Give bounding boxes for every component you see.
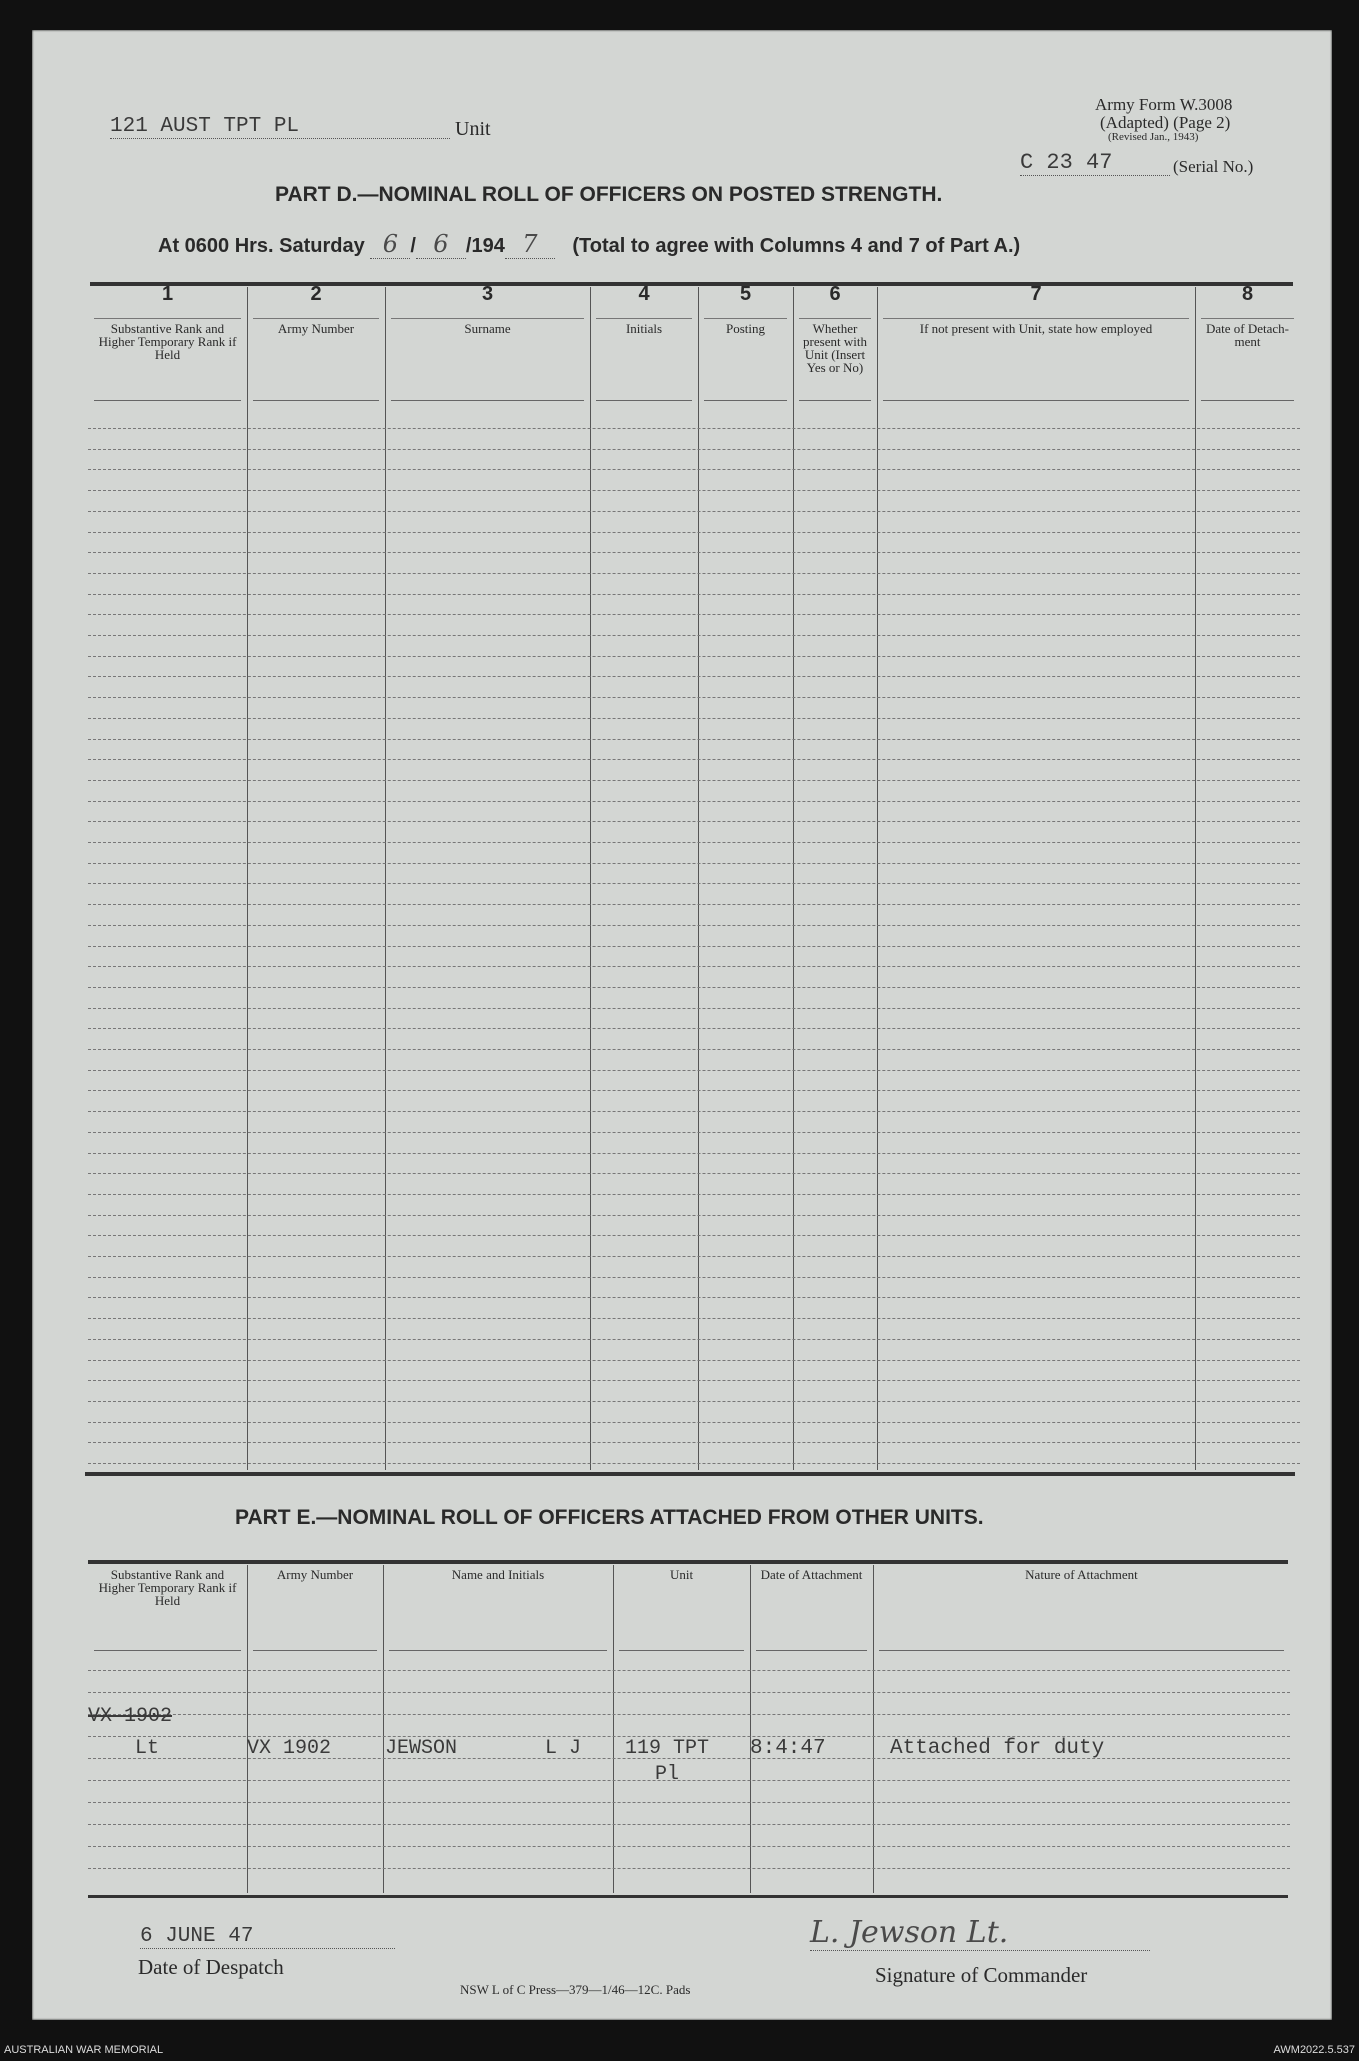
ruled-line xyxy=(88,428,1300,429)
entry-rank-struck: VX 1902 xyxy=(88,1705,173,1728)
ruled-line xyxy=(88,1846,1290,1847)
year-prefix: 194 xyxy=(471,235,505,257)
header-underline xyxy=(1201,400,1294,401)
despatch-value: 6 JUNE 47 xyxy=(140,1925,395,1949)
ruled-line xyxy=(88,1802,1290,1803)
column-header: Name and Initials xyxy=(451,1567,545,1582)
ruled-line xyxy=(88,966,1300,967)
column-header: Surname xyxy=(464,321,511,336)
ruled-line xyxy=(88,1318,1300,1319)
as-at-line: At 0600 Hrs. Saturday 6 / 6 /194 7 (Total to agree with Columns 4 and 7 of Part A.) xyxy=(158,230,1021,258)
total-note: (Total to agree with Columns 4 and 7 of Part A.) xyxy=(572,235,1021,257)
unit-value: 121 AUST TPT PL xyxy=(110,115,450,139)
ruled-line xyxy=(88,573,1300,574)
ruled-line xyxy=(88,449,1300,450)
header-underline xyxy=(756,1650,867,1651)
entry-date: 8:4:47 xyxy=(750,1737,826,1760)
ruled-line xyxy=(88,1070,1300,1071)
header-underline xyxy=(619,1650,744,1651)
column-number: 4 xyxy=(638,283,650,305)
header-underline xyxy=(94,400,241,401)
form-adapted: (Adapted) (Page 2) xyxy=(1100,113,1231,132)
archive-left: AUSTRALIAN WAR MEMORIAL xyxy=(4,2044,164,2056)
header-underline xyxy=(883,400,1189,401)
header-underline xyxy=(704,400,787,401)
ruled-line xyxy=(88,594,1300,595)
part-d-title: PART D.—NOMINAL ROLL OF OFFICERS ON POSTED STRENGTH. xyxy=(275,183,943,206)
ruled-line xyxy=(88,718,1300,719)
ruled-line xyxy=(88,676,1300,677)
ruled-line xyxy=(88,1339,1300,1340)
header-underline xyxy=(391,400,584,401)
ruled-line xyxy=(88,987,1300,988)
ruled-line xyxy=(88,1028,1300,1029)
ruled-line xyxy=(88,925,1300,926)
ruled-line xyxy=(88,1401,1300,1402)
column-header: Posting xyxy=(725,321,765,336)
column-header: Date of Attachment xyxy=(760,1567,863,1582)
column-number: 3 xyxy=(481,283,494,305)
number-underline xyxy=(253,318,379,319)
ruled-line xyxy=(88,821,1300,822)
column-header: Army Number xyxy=(276,1567,354,1582)
ruled-line xyxy=(88,1692,1290,1693)
ruled-line xyxy=(88,1442,1300,1443)
number-underline xyxy=(596,318,692,319)
ruled-line xyxy=(88,1463,1300,1464)
header-underline xyxy=(253,1650,377,1651)
header-underline xyxy=(799,400,871,401)
ruled-line xyxy=(88,1714,1290,1715)
form-title: Army Form W.3008 xyxy=(1095,95,1233,114)
column-divider xyxy=(698,287,699,1470)
ruled-line xyxy=(88,1132,1300,1133)
ruled-line xyxy=(88,1824,1290,1825)
commander-signature: L. Jewson Lt. xyxy=(810,1915,1150,1951)
part-e-bottom-rule xyxy=(88,1895,1288,1898)
at-prefix: At 0600 Hrs. Saturday xyxy=(158,235,365,257)
number-underline xyxy=(704,318,787,319)
column-header: Substantive Rank and Higher Temporary Rank if Held xyxy=(98,1567,237,1608)
entry-rank: Lt xyxy=(135,1737,160,1760)
ruled-line xyxy=(88,863,1300,864)
ruled-line xyxy=(88,780,1300,781)
column-divider xyxy=(873,1565,874,1893)
column-divider xyxy=(877,287,878,1470)
ruled-line xyxy=(88,656,1300,657)
ruled-line xyxy=(88,842,1300,843)
column-header: Date of Detach-ment xyxy=(1205,321,1289,349)
column-divider xyxy=(590,287,591,1470)
ruled-line xyxy=(88,532,1300,533)
column-number: 2 xyxy=(310,283,322,305)
part-e-title: PART E.—NOMINAL ROLL OF OFFICERS ATTACHED FROM OTHER UNITS. xyxy=(235,1506,984,1529)
signature-label: Signature of Commander xyxy=(875,1963,1088,1987)
ruled-line xyxy=(88,1153,1300,1154)
column-number: 6 xyxy=(829,283,841,305)
number-underline xyxy=(1201,318,1294,319)
number-underline xyxy=(94,318,241,319)
ruled-line xyxy=(88,1215,1300,1216)
entry-unit-line2: Pl xyxy=(655,1763,680,1786)
ruled-line xyxy=(88,511,1300,512)
column-divider xyxy=(385,287,386,1470)
ruled-line xyxy=(88,1297,1300,1298)
column-divider xyxy=(793,287,794,1470)
year-suffix: 7 xyxy=(505,230,555,259)
column-number: 8 xyxy=(1241,283,1254,305)
entry-surname: JEWSON xyxy=(385,1737,458,1760)
archive-footer xyxy=(0,2041,1359,2061)
ruled-line xyxy=(88,801,1300,802)
ruled-line xyxy=(88,883,1300,884)
ruled-line xyxy=(88,490,1300,491)
ruled-line xyxy=(88,946,1300,947)
ruled-line xyxy=(88,635,1300,636)
number-underline xyxy=(391,318,584,319)
unit-label: Unit xyxy=(455,118,491,140)
number-underline xyxy=(799,318,871,319)
header-underline xyxy=(94,1650,241,1651)
column-divider xyxy=(247,287,248,1470)
printer-imprint: NSW L of C Press—379—1/46—12C. Pads xyxy=(460,1982,691,1997)
column-header: If not present with Unit, state how employed xyxy=(919,321,1153,336)
form-revised: (Revised Jan., 1943) xyxy=(1108,131,1199,143)
ruled-line xyxy=(88,1868,1290,1869)
column-divider xyxy=(247,1565,248,1893)
ruled-line xyxy=(88,1235,1300,1236)
ruled-line xyxy=(88,759,1300,760)
column-header: Unit xyxy=(669,1567,694,1582)
column-header: Initials xyxy=(625,321,663,336)
header-underline xyxy=(596,400,692,401)
ruled-line xyxy=(88,1194,1300,1195)
ruled-line xyxy=(88,1277,1300,1278)
column-divider xyxy=(750,1565,751,1893)
serial-label: (Serial No.) xyxy=(1173,157,1254,176)
entry-army-number: VX 1902 xyxy=(247,1737,332,1760)
column-number: 7 xyxy=(1030,283,1042,305)
ruled-line xyxy=(88,1360,1300,1361)
entry-nature: Attached for duty xyxy=(890,1737,1105,1760)
despatch-label: Date of Despatch xyxy=(138,1955,284,1979)
header-underline xyxy=(879,1650,1284,1651)
ruled-line xyxy=(88,1008,1300,1009)
ruled-line xyxy=(88,614,1300,615)
ruled-line xyxy=(88,904,1300,905)
part-e-top-rule xyxy=(88,1560,1288,1564)
part-d-bottom-rule xyxy=(85,1472,1295,1476)
entry-unit-line1: 119 TPT xyxy=(625,1737,710,1760)
ruled-line xyxy=(88,552,1300,553)
day-value: 6 xyxy=(370,230,410,259)
ruled-line xyxy=(88,469,1300,470)
ruled-line xyxy=(88,1173,1300,1174)
column-header: Army Number xyxy=(277,321,355,336)
ruled-line xyxy=(88,1111,1300,1112)
ruled-line xyxy=(88,1422,1300,1423)
ruled-line xyxy=(88,1380,1300,1381)
ruled-line xyxy=(88,1780,1290,1781)
header-underline xyxy=(389,1650,607,1651)
ruled-line xyxy=(88,1090,1300,1091)
ruled-line xyxy=(88,1670,1290,1671)
serial-value: C 23 47 xyxy=(1020,150,1170,176)
column-header: Whether present with Unit (Insert Yes or No) xyxy=(803,321,867,375)
column-header: Substantive Rank and Higher Temporary Rank if Held xyxy=(98,321,237,362)
ruled-line xyxy=(88,1256,1300,1257)
ruled-line xyxy=(88,1049,1300,1050)
column-divider xyxy=(613,1565,614,1893)
column-header: Nature of Attachment xyxy=(1025,1567,1138,1582)
number-underline xyxy=(883,318,1189,319)
column-number: 1 xyxy=(161,283,174,305)
ruled-line xyxy=(88,697,1300,698)
column-divider xyxy=(383,1565,384,1893)
entry-initials: L J xyxy=(545,1737,582,1760)
ruled-line xyxy=(88,739,1300,740)
archive-right: AWM2022.5.537 xyxy=(1273,2044,1355,2056)
column-number: 5 xyxy=(739,283,752,305)
column-divider xyxy=(1195,287,1196,1470)
month-value: 6 xyxy=(416,230,466,259)
header-underline xyxy=(253,400,379,401)
